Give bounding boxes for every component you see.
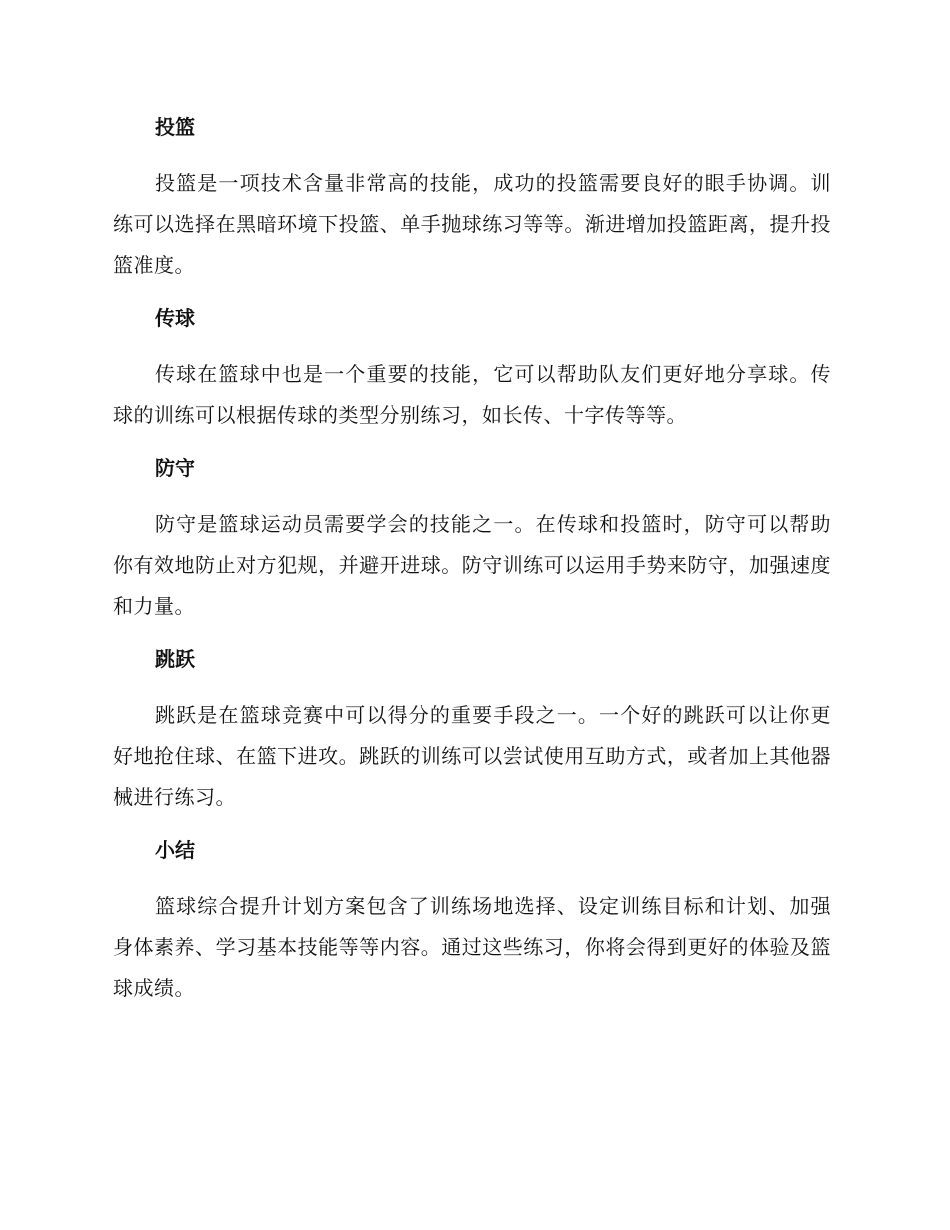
section-shooting xyxy=(113,110,831,286)
section-summary xyxy=(113,833,831,1009)
section-jumping xyxy=(113,642,831,818)
section-defense xyxy=(113,451,831,627)
section-heading: 小结 xyxy=(155,838,195,862)
section-paragraph: 传球在篮球中也是一个重要的技能，它可以帮助队友们更好地分享球。传球的训练可以根据传球的类型分别练习，如长传、十字传等等。 xyxy=(113,362,831,427)
section-paragraph: 篮球综合提升计划方案包含了训练场地选择、设定训练目标和计划、加强身体素养、学习基本技能等等内容。通过这些练习，你将会得到更好的体验及篮球成绩。 xyxy=(113,894,831,1000)
section-heading: 跳跃 xyxy=(155,647,195,671)
section-paragraph: 跳跃是在篮球竞赛中可以得分的重要手段之一。一个好的跳跃可以让你更好地抢住球、在篮下进攻。跳跃的训练可以尝试使用互助方式，或者加上其他器械进行练习。 xyxy=(113,703,831,809)
document-page xyxy=(113,110,831,1024)
section-paragraph: 投篮是一项技术含量非常高的技能，成功的投篮需要良好的眼手协调。训练可以选择在黑暗环境下投篮、单手抛球练习等等。渐进增加投篮距离，提升投篮准度。 xyxy=(113,171,831,277)
section-passing xyxy=(113,301,831,436)
section-heading: 传球 xyxy=(155,306,195,330)
section-paragraph: 防守是篮球运动员需要学会的技能之一。在传球和投篮时，防守可以帮助你有效地防止对方犯规，并避开进球。防守训练可以运用手势来防守，加强速度和力量。 xyxy=(113,512,831,618)
section-heading: 投篮 xyxy=(155,115,195,139)
section-heading: 防守 xyxy=(155,456,195,480)
